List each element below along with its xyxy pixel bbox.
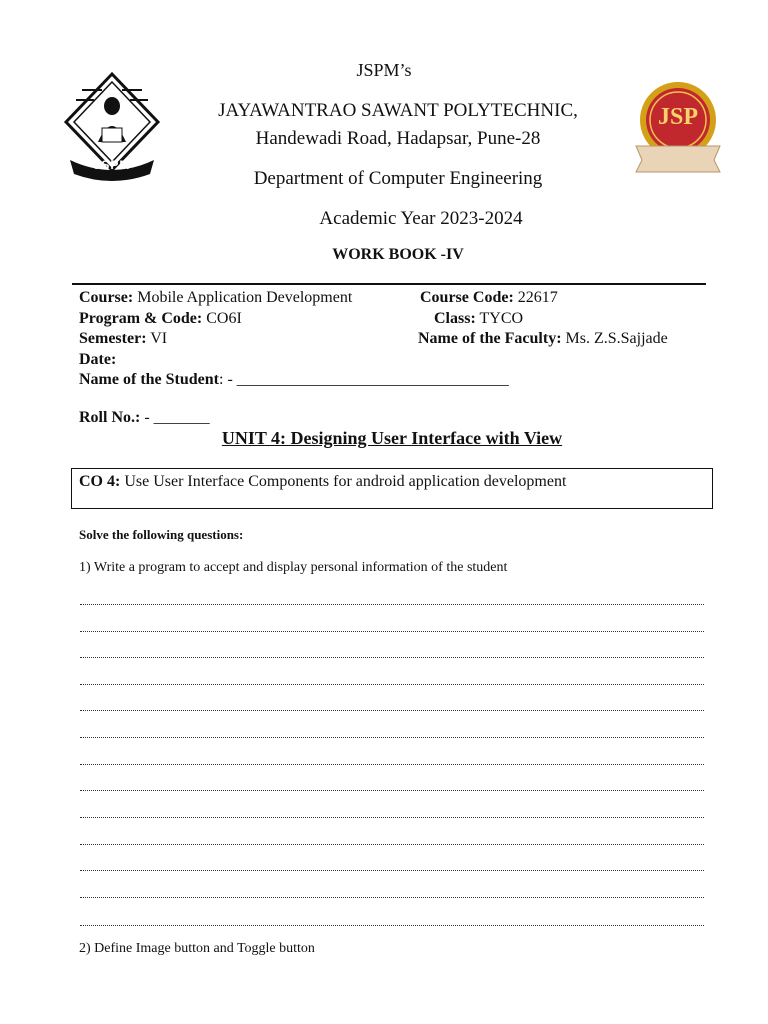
answer-line [80, 684, 704, 685]
course-value: Mobile Application Development [137, 289, 353, 306]
course-outcome-text: Use User Interface Components for android application development [124, 473, 567, 490]
answer-line [80, 925, 704, 926]
answer-line [80, 897, 704, 898]
answer-line [80, 710, 704, 711]
semester-field [79, 329, 167, 349]
date-field [79, 350, 116, 370]
instruction-text: Solve the following questions: [79, 527, 244, 542]
question-1: 1) Write a program to accept and display personal information of the student [79, 560, 508, 575]
org-name: JSPM’s [356, 60, 412, 80]
unit-title: UNIT 4: Designing User Interface with View [221, 428, 563, 448]
semester-label: Semester: [79, 330, 147, 347]
class-field [434, 309, 523, 329]
institute-address: Handewadi Road, Hadapsar, Pune-28 [255, 128, 541, 149]
answer-line [80, 737, 704, 738]
date-label: Date: [79, 351, 117, 368]
unit-heading [0, 428, 768, 449]
answer-line [80, 764, 704, 765]
jspm-logo-text: JSPM [93, 158, 131, 172]
academic-year: Academic Year 2023-2024 [319, 208, 523, 229]
roll-no-blank: - _______ [140, 409, 210, 426]
answer-line [80, 657, 704, 658]
student-name-label: Name of the Student [79, 371, 219, 388]
answer-line [80, 631, 704, 632]
class-value: TYCO [479, 310, 524, 327]
course-code-label: Course Code: [420, 289, 514, 306]
roll-no-field [79, 408, 210, 428]
answer-line [80, 844, 704, 845]
department-name: Department of Computer Engineering [253, 168, 543, 189]
workbook-title: WORK BOOK -IV [332, 246, 464, 263]
course-label: Course: [79, 289, 134, 306]
header-divider [72, 283, 706, 285]
roll-no-label: Roll No.: [79, 409, 141, 426]
program-label: Program & Code: [79, 310, 203, 327]
faculty-field [418, 329, 668, 349]
course-outcome-label: CO 4: [79, 473, 121, 490]
faculty-label: Name of the Faculty: [418, 330, 562, 347]
answer-line [80, 817, 704, 818]
institute-name: JAYAWANTRAO SAWANT POLYTECHNIC, [218, 100, 578, 121]
faculty-value: Ms. Z.S.Sajjade [565, 330, 668, 347]
course-code-value: 22617 [517, 289, 558, 306]
course-code-field [420, 288, 558, 308]
course-outcome [79, 473, 566, 491]
program-value: CO6I [206, 310, 242, 327]
answer-line [80, 604, 704, 605]
class-label: Class: [434, 310, 476, 327]
course-field [79, 288, 352, 308]
answer-line [80, 790, 704, 791]
semester-value: VI [150, 330, 168, 347]
jsp-seal-text: JSP [657, 104, 698, 130]
student-name-blank: : - __________________________________ [219, 371, 509, 388]
question-2: 2) Define Image button and Toggle button [79, 941, 315, 956]
student-name-field [79, 370, 509, 390]
jspm-logo [62, 70, 162, 182]
program-field [79, 309, 242, 329]
answer-line [80, 870, 704, 871]
